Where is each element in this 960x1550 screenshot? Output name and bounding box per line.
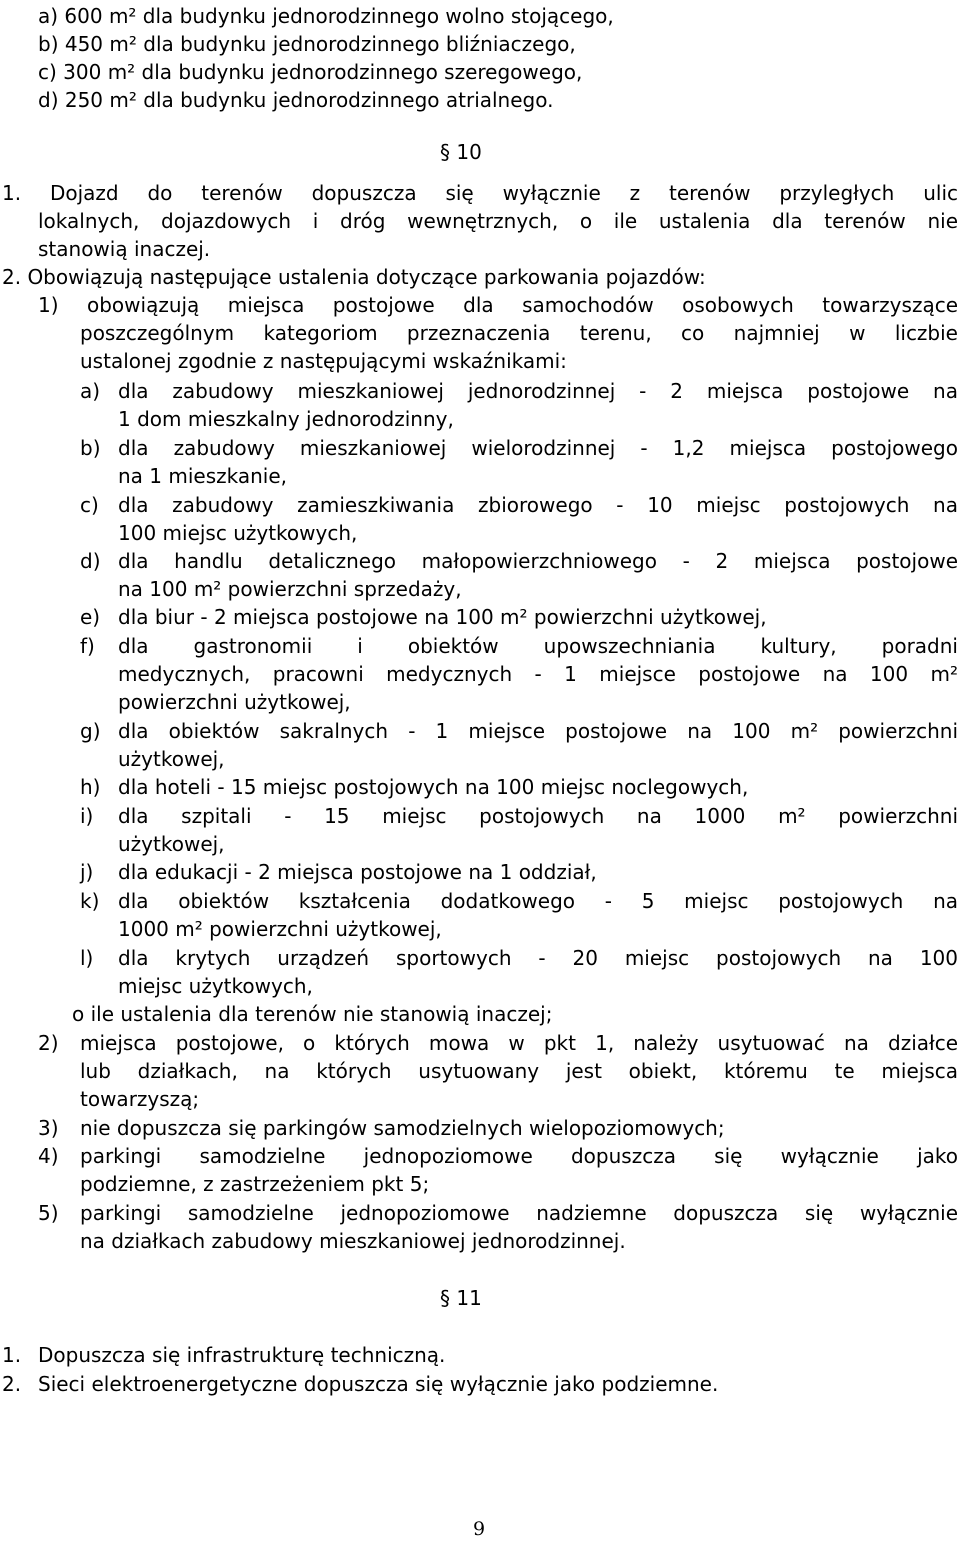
sub-item-line: dla szpitali - 15 miejsc postojowych na 1000 m² powierzchni — [118, 804, 958, 828]
list-item-mark: 3) — [38, 1116, 59, 1140]
sub-item-mark: f) — [80, 634, 95, 658]
paragraph-line: 1. Dojazd do terenów dopuszcza się wyłącznie z terenów przyległych ulic — [2, 181, 958, 205]
sub-item-mark: d) — [80, 549, 101, 573]
paragraph-line: lokalnych, dojazdowych i dróg wewnętrznych, o ile ustalenia dla terenów nie — [38, 209, 958, 233]
list-item-line: nie dopuszcza się parkingów samodzielnych wielopoziomowych; — [80, 1116, 725, 1140]
sub-item-mark: i) — [80, 804, 94, 828]
list-item-line: Sieci elektroenergetyczne dopuszcza się wyłącznie jako podziemne. — [38, 1372, 719, 1396]
list-item-line: miejsca postojowe, o których mowa w pkt 1, należy usytuować na działce — [80, 1031, 958, 1055]
sub-item-mark: a) — [80, 379, 101, 403]
sub-item-mark: c) — [80, 493, 99, 517]
list-item-mark: 4) — [38, 1144, 59, 1168]
sub-item-line: dla gastronomii i obiektów upowszechniania kultury, poradni — [118, 634, 958, 658]
list-item-mark: 2) — [38, 1031, 59, 1055]
list-item-line: towarzyszą; — [80, 1087, 200, 1111]
list-item-line: lub działkach, na których usytuowany jest obiekt, któremu te miejsca — [80, 1059, 958, 1083]
section-heading: § 10 — [440, 140, 482, 164]
list-item: 1) obowiązują miejsca postojowe dla samochodów osobowych towarzyszące — [38, 293, 958, 317]
list-item-line: parkingi samodzielne jednopoziomowe dopuszcza się wyłącznie jako — [80, 1144, 958, 1168]
list-item-mark: 1. — [2, 1343, 22, 1367]
sub-item-line: dla zabudowy mieszkaniowej wielorodzinnej - 1,2 miejsca postojowego — [118, 436, 958, 460]
sub-item-line: użytkowej, — [118, 747, 225, 771]
list-item: c) 300 m² dla budynku jednorodzinnego szeregowego, — [38, 60, 583, 84]
sub-item-line: dla zabudowy zamieszkiwania zbiorowego - 10 miejsc postojowych na — [118, 493, 958, 517]
sub-item-line: użytkowej, — [118, 832, 225, 856]
sub-item-line: powierzchni użytkowej, — [118, 690, 351, 714]
paragraph-line: o ile ustalenia dla terenów nie stanowią inaczej; — [72, 1002, 553, 1026]
section-heading: § 11 — [440, 1286, 482, 1310]
sub-item-line: dla biur - 2 miejsca postojowe na 100 m² powierzchni użytkowej, — [118, 605, 767, 629]
sub-item-mark: g) — [80, 719, 101, 743]
paragraph-line: 2. Obowiązują następujące ustalenia dotyczące parkowania pojazdów: — [2, 265, 706, 289]
sub-item-mark: e) — [80, 605, 101, 629]
sub-item-line: dla edukacji - 2 miejsca postojowe na 1 oddział, — [118, 860, 597, 884]
page-number: 9 — [473, 1518, 486, 1540]
sub-item-line: dla obiektów sakralnych - 1 miejsce postojowe na 100 m² powierzchni — [118, 719, 958, 743]
list-item-line: na działkach zabudowy mieszkaniowej jednorodzinnej. — [80, 1229, 626, 1253]
sub-item-line: na 1 mieszkanie, — [118, 464, 288, 488]
sub-item-line: medycznych, pracowni medycznych - 1 miejsce postojowe na 100 m² — [118, 662, 958, 686]
list-item: poszczególnym kategoriom przeznaczenia terenu, co najmniej w liczbie — [80, 321, 958, 345]
list-item-mark: 2. — [2, 1372, 22, 1396]
list-item: a) 600 m² dla budynku jednorodzinnego wolno stojącego, — [38, 4, 614, 28]
sub-item-line: dla zabudowy mieszkaniowej jednorodzinnej - 2 miejsca postojowe na — [118, 379, 958, 403]
sub-item-line: dla hoteli - 15 miejsc postojowych na 100 miejsc noclegowych, — [118, 775, 749, 799]
list-item: d) 250 m² dla budynku jednorodzinnego atrialnego. — [38, 88, 554, 112]
list-item: ustalonej zgodnie z następującymi wskaźnikami: — [80, 349, 567, 373]
list-item: b) 450 m² dla budynku jednorodzinnego bliźniaczego, — [38, 32, 576, 56]
sub-item-line: dla obiektów kształcenia dodatkowego - 5 miejsc postojowych na — [118, 889, 958, 913]
sub-item-line: 100 miejsc użytkowych, — [118, 521, 358, 545]
sub-item-mark: l) — [80, 946, 94, 970]
list-item-line: podziemne, z zastrzeżeniem pkt 5; — [80, 1172, 430, 1196]
sub-item-line: dla krytych urządzeń sportowych - 20 miejsc postojowych na 100 — [118, 946, 958, 970]
sub-item-mark: k) — [80, 889, 100, 913]
sub-item-line: 1000 m² powierzchni użytkowej, — [118, 917, 442, 941]
sub-item-line: 1 dom mieszkalny jednorodzinny, — [118, 407, 454, 431]
list-item-line: Dopuszcza się infrastrukturę techniczną. — [38, 1343, 446, 1367]
sub-item-mark: j) — [80, 860, 94, 884]
sub-item-mark: b) — [80, 436, 101, 460]
sub-item-line: dla handlu detalicznego małopowierzchniowego - 2 miejsca postojowe — [118, 549, 958, 573]
list-item-mark: 5) — [38, 1201, 59, 1225]
paragraph-line: stanowią inaczej. — [38, 237, 211, 261]
list-item-line: parkingi samodzielne jednopoziomowe nadziemne dopuszcza się wyłącznie — [80, 1201, 958, 1225]
sub-item-mark: h) — [80, 775, 101, 799]
sub-item-line: miejsc użytkowych, — [118, 974, 313, 998]
sub-item-line: na 100 m² powierzchni sprzedaży, — [118, 577, 462, 601]
